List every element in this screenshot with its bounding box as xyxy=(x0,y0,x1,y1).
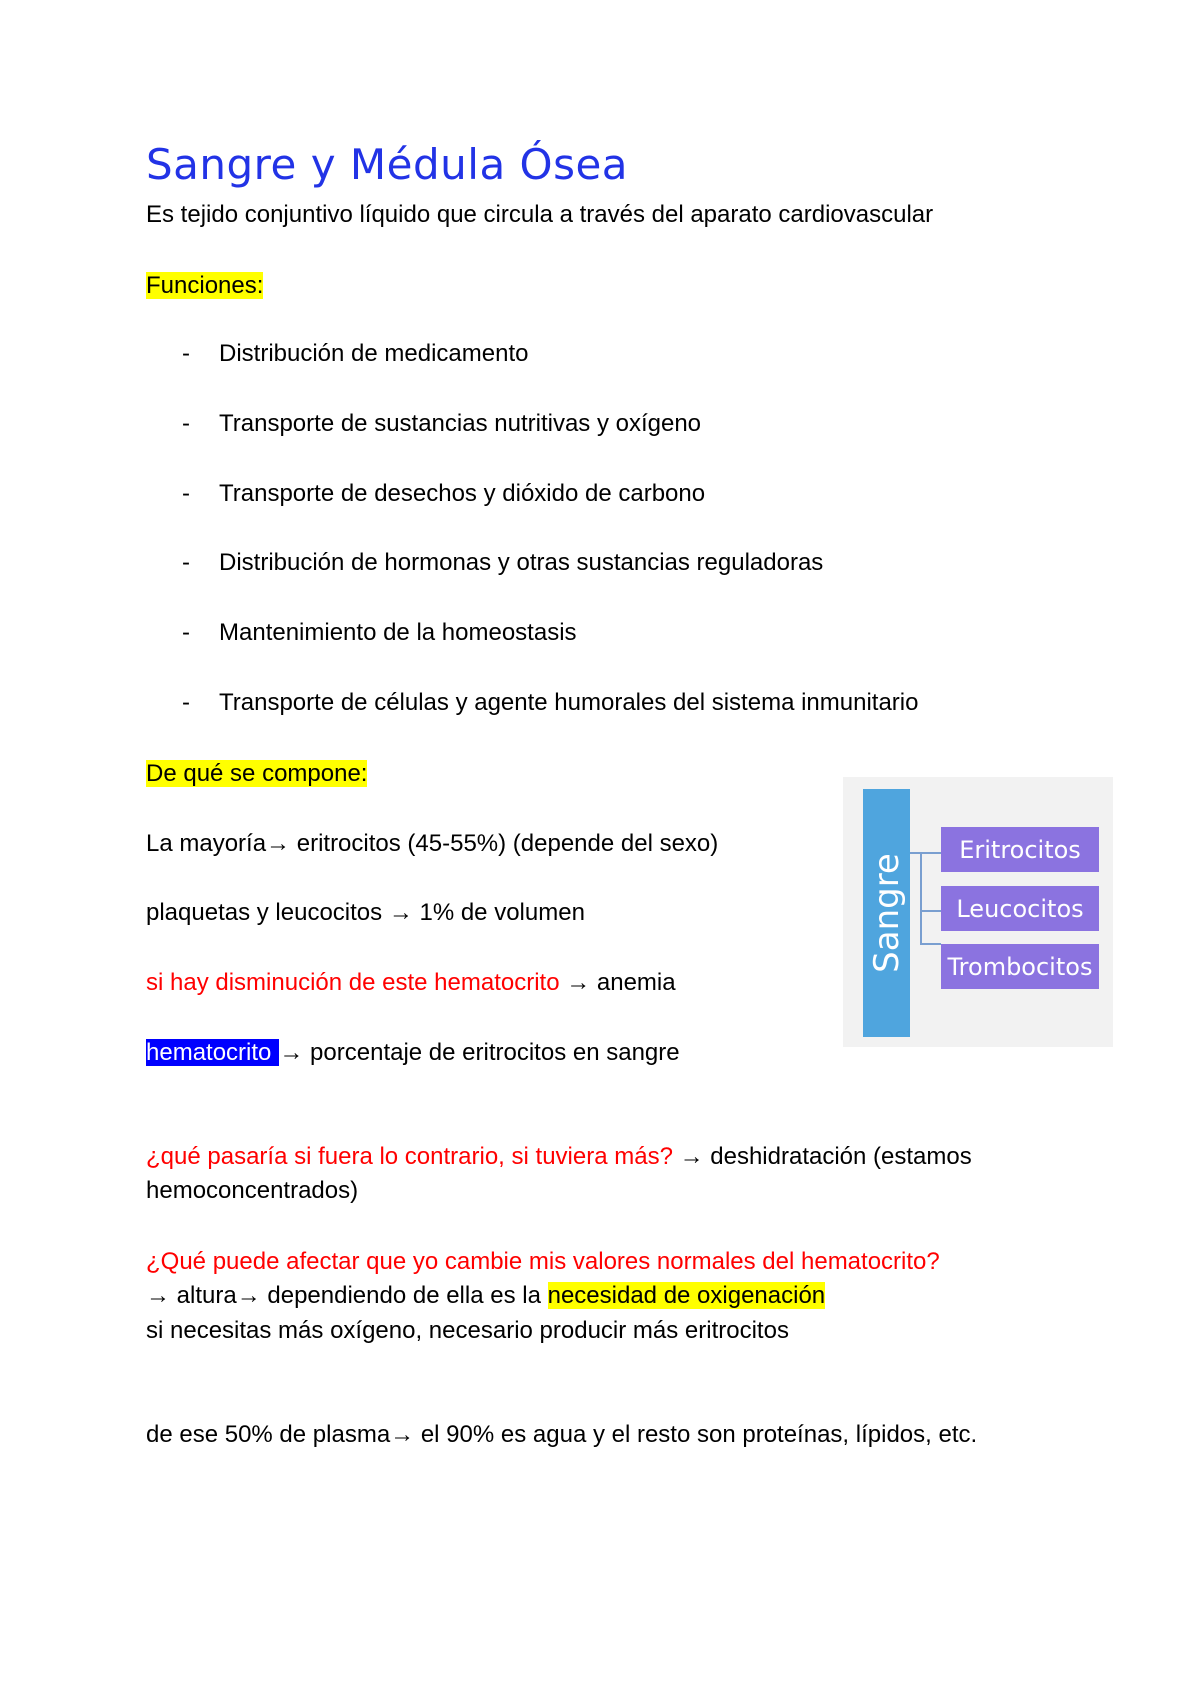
contrario-line xyxy=(146,1143,972,1171)
altura-prefix: → altura→ dependiendo de ella es la xyxy=(146,1282,548,1309)
diagram-box-eritrocitos: Eritrocitos xyxy=(941,827,1099,872)
disminucion-rest-text: → anemia xyxy=(559,969,676,996)
blood-composition-diagram xyxy=(843,777,1113,1047)
list-item-text: Transporte de desechos y dióxido de carbono xyxy=(219,480,706,507)
hematocrito-definition: → porcentaje de eritrocitos en sangre xyxy=(279,1039,680,1066)
list-item-text: Mantenimiento de la homeostasis xyxy=(219,619,577,646)
diagram-box-trombocitos: Trombocitos xyxy=(941,944,1099,989)
compone-heading-highlight: De qué se compone: xyxy=(146,760,368,787)
plasma-line: de ese 50% de plasma→ el 90% es agua y el resto son proteínas, lípidos, etc. xyxy=(146,1421,978,1448)
hematocrito-term-highlight: hematocrito xyxy=(146,1039,279,1066)
list-item-text: Transporte de células y agente humorales del sistema inmunitario xyxy=(219,689,919,716)
list-item xyxy=(182,480,705,508)
diagram-root-label: Sangre xyxy=(866,853,907,973)
list-item-text: Distribución de medicamento xyxy=(219,340,529,367)
page-title: Sangre y Médula Ósea xyxy=(146,140,629,189)
contrario-red-text: ¿qué pasaría si fuera lo contrario, si tuviera más? xyxy=(146,1143,673,1170)
list-item xyxy=(182,689,918,717)
diagram-box-leucocitos: Leucocitos xyxy=(941,886,1099,931)
plaquetas-line: plaquetas y leucocitos → 1% de volumen xyxy=(146,899,585,926)
diagram-connector xyxy=(920,910,941,912)
funciones-heading-highlight: Funciones: xyxy=(146,272,264,299)
disminucion-red-text: si hay disminución de este hematocrito xyxy=(146,969,560,996)
list-item xyxy=(182,619,577,647)
list-item xyxy=(182,410,701,438)
bullet-marker: - xyxy=(182,480,190,507)
diagram-connector xyxy=(920,852,941,854)
diagram-connector xyxy=(920,943,941,945)
list-item xyxy=(182,340,528,368)
list-item-text: Distribución de hormonas y otras sustancias reguladoras xyxy=(219,549,824,576)
bullet-marker: - xyxy=(182,549,190,576)
funciones-heading xyxy=(146,272,263,300)
bullet-marker: - xyxy=(182,410,190,437)
afectar-question: ¿Qué puede afectar que yo cambie mis valores normales del hematocrito? xyxy=(146,1248,940,1275)
contrario-rest-text: → deshidratación (estamos xyxy=(672,1143,972,1170)
oxigeno-line: si necesitas más oxígeno, necesario producir más eritrocitos xyxy=(146,1317,789,1344)
altura-line xyxy=(146,1282,825,1310)
compone-heading xyxy=(146,760,367,788)
bullet-marker: - xyxy=(182,619,190,646)
contrario-line-2: hemoconcentrados) xyxy=(146,1177,359,1204)
oxigenacion-highlight: necesidad de oxigenación xyxy=(547,1282,826,1309)
diagram-connector xyxy=(910,852,920,854)
list-item-text: Transporte de sustancias nutritivas y oxígeno xyxy=(219,410,702,437)
intro-text: Es tejido conjuntivo líquido que circula a través del aparato cardiovascular xyxy=(146,201,934,228)
list-item xyxy=(182,549,823,577)
hematocrito-line xyxy=(146,1039,680,1067)
disminucion-line xyxy=(146,969,676,997)
bullet-marker: - xyxy=(182,689,190,716)
bullet-marker: - xyxy=(182,340,190,367)
mayoria-line: La mayoría→ eritrocitos (45-55%) (depende del sexo) xyxy=(146,830,719,857)
diagram-connector xyxy=(920,852,922,945)
diagram-root-bar xyxy=(863,789,910,1037)
